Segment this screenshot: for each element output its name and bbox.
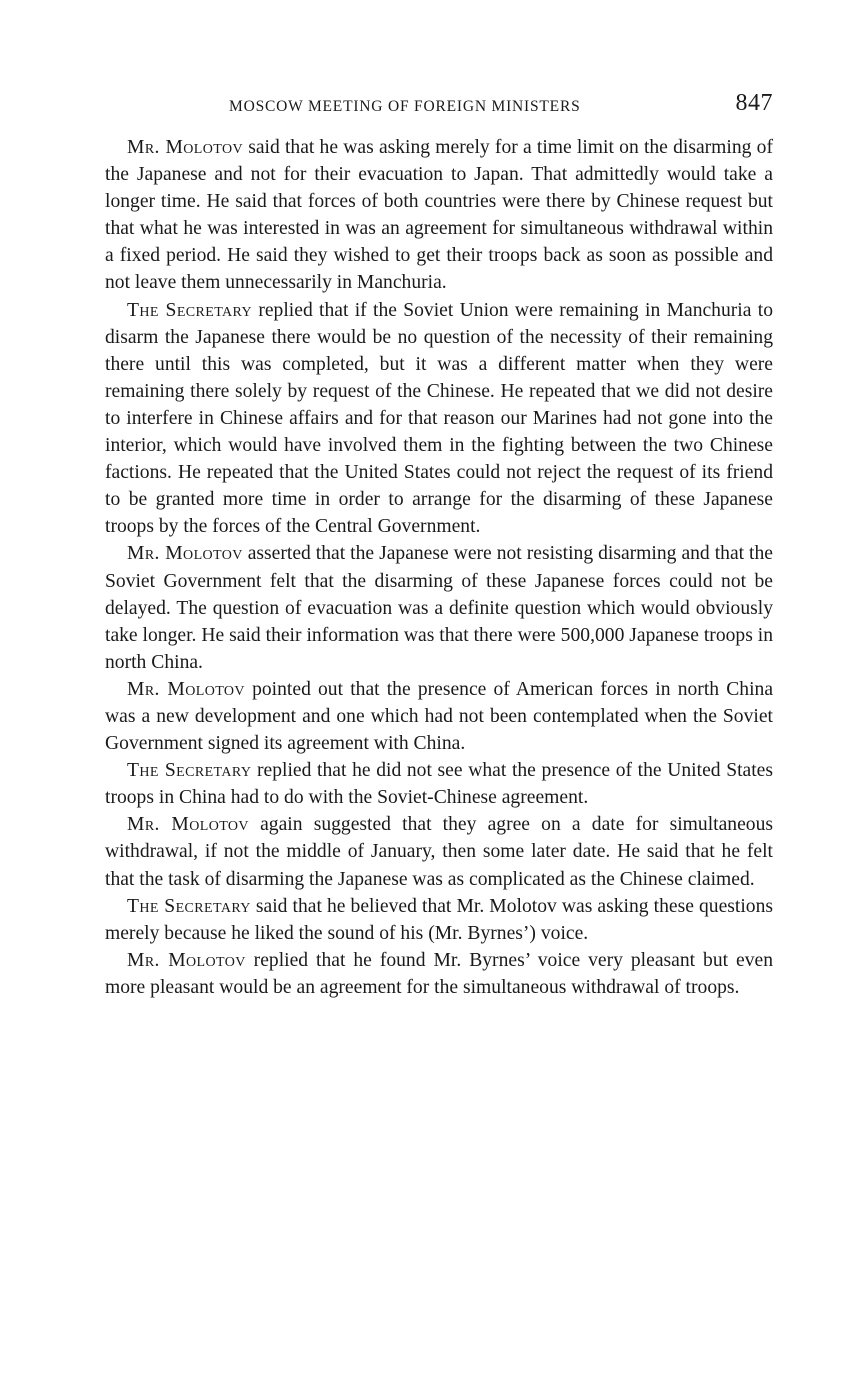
body-text: [105, 134, 773, 1001]
page-number: 847: [735, 90, 773, 116]
paragraph: [105, 757, 773, 811]
paragraph-text: replied that he did not see what the presence of the United States troops in China had to do with the Soviet-Chinese agreement.: [105, 760, 774, 809]
paragraph: [105, 947, 773, 1001]
speaker-name: Mr. Molotov: [127, 678, 245, 700]
speaker-name: Mr. Molotov: [127, 543, 243, 565]
paragraph-text: replied that he found Mr. Byrnes’ voice very pleasant but even more pleasant would be an agreement for the simultaneous withdrawal of troops.: [105, 949, 774, 998]
paragraph-text: pointed out that the presence of American forces in north China was a new development and one which had not been contemplated when the Soviet Government signed its agreement with China.: [105, 678, 774, 755]
paragraph-text: replied that if the Soviet Union were remaining in Manchuria to disarm the Japanese there would be no question of the necessity of their remaining there until this was completed, but it was a different matter when they were remaining there solely by request of the Chinese. He repeated that we did not desire to interfere in Chinese affairs and for that reason our Marines had not gone into the interior, which would have involved them in the fighting between the two Chinese factions. He repeated that the United States could not reject the request of its friend to be granted more time in order to arrange for the disarming of these Japanese troops by the forces of the Central Government.: [105, 299, 773, 538]
speaker-name: The Secretary: [127, 760, 252, 782]
paragraph: [105, 297, 773, 541]
paragraph-text: said that he was asking merely for a time limit on the disarming of the Japanese and not for their evacuation to Japan. That admittedly would take a longer time. He said that forces of both countries were there by Chinese request but that what he was interested in was an agreement for simultaneous withdrawal within a fixed period. He said they wished to get their troops back as soon as possible and not leave them unnecessarily in Manchuria.: [105, 137, 773, 294]
speaker-name: Mr. Molotov: [127, 814, 249, 836]
paragraph: [105, 811, 773, 892]
paragraph: [105, 676, 773, 757]
paragraph-text: asserted that the Japanese were not resisting disarming and that the Soviet Government felt that the disarming of these Japanese forces could not be delayed. The question of evacuation was a definite question which would obviously take longer. He said their information was that there were 500,000 Japanese troops in north China.: [105, 543, 773, 673]
paragraph: [105, 540, 773, 675]
speaker-name: Mr. Molotov: [127, 137, 243, 158]
paragraph-text: said that he believed that Mr. Molotov was asking these questions merely because he liked the sound of his (Mr. Byrnes’) voice.: [105, 895, 773, 944]
document-page: [105, 90, 773, 1001]
paragraph: [105, 134, 773, 297]
running-header: [105, 90, 773, 124]
speaker-name: The Secretary: [127, 895, 251, 917]
running-title: MOSCOW MEETING OF FOREIGN MINISTERS: [229, 98, 581, 115]
paragraph-text: again suggested that they agree on a date for simultaneous withdrawal, if not the middle of January, then some later date. He said that he felt that the task of disarming the Japanese was as complicated as the Chinese claimed.: [105, 814, 773, 890]
speaker-name: The Secretary: [127, 299, 253, 321]
speaker-name: Mr. Molotov: [127, 949, 246, 971]
paragraph: [105, 893, 773, 947]
